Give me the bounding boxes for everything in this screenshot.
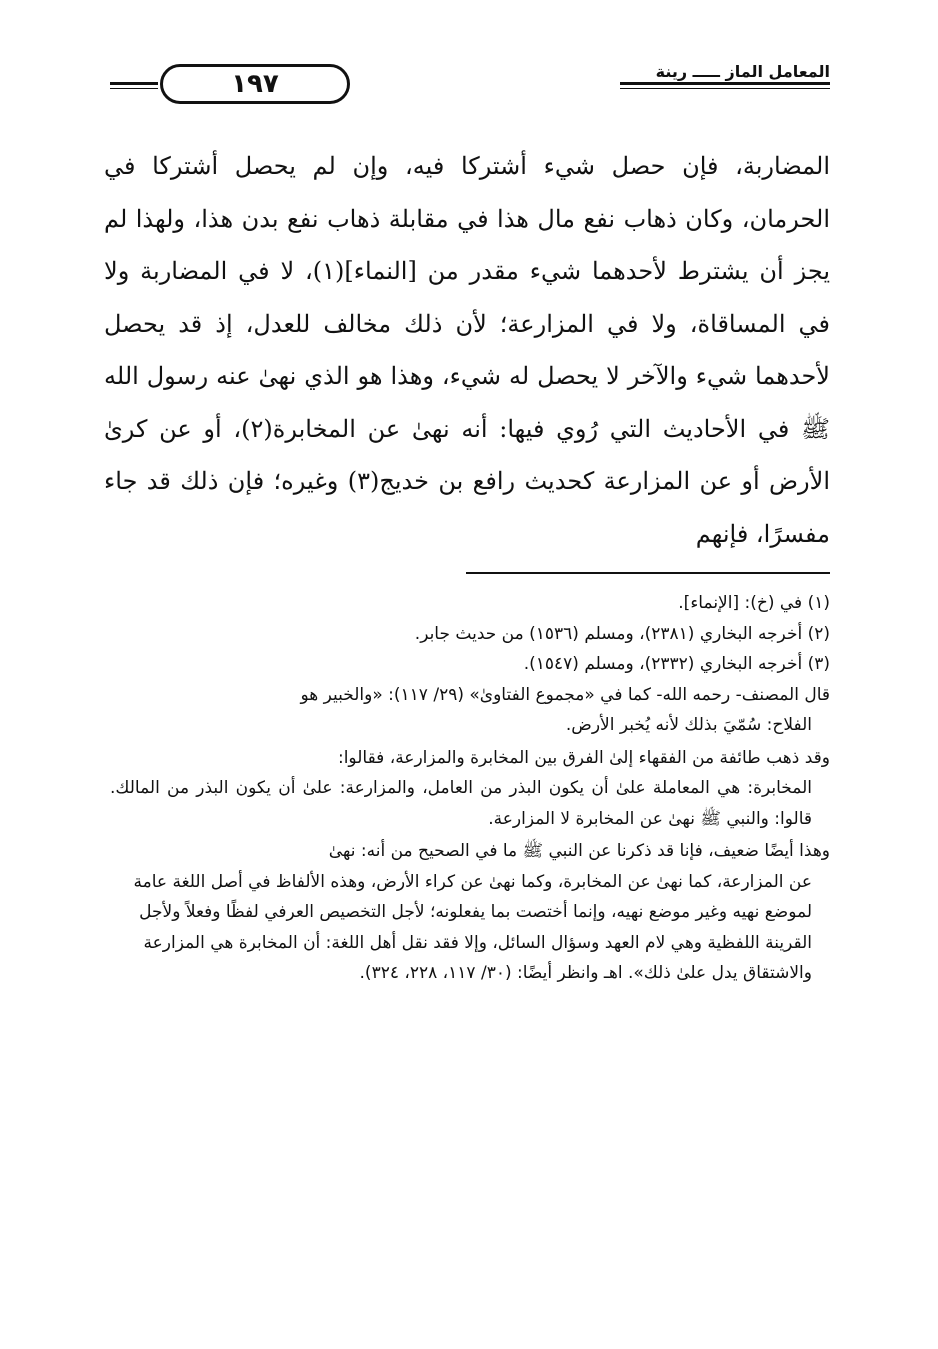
commentary-block-1: [110, 680, 830, 741]
header-rule-right: [620, 82, 830, 85]
main-text: [104, 140, 830, 560]
footnote-3: (٣) أخرجه البخاري (٢٣٣٢)، ومسلم (١٥٤٧).: [523, 654, 830, 674]
commentary-3-line: وهذا أيضًا ضعيف، فإنا قد ذكرنا عن النبي ﷺ ما في الصحيح من أنه: نهىٰ: [328, 841, 830, 861]
commentary-2-line: وقد ذهب طائفة من الفقهاء إلىٰ الفرق بين المخابرة والمزارعة، فقالوا:: [337, 747, 830, 768]
footnotes: [110, 588, 830, 991]
footnote-separator: [466, 572, 830, 574]
commentary-1-continuation: الفلاح: سُمّيَ بذلك لأنه يُخبر الأرض.: [565, 715, 812, 735]
commentary-block-3: [110, 836, 830, 989]
footnote-2: (٢) أخرجه البخاري (٢٣٨١)، ومسلم (١٥٣٦) من حديث جابر.: [414, 623, 830, 644]
running-title: المعامل الماز ـــــ رينة: [655, 62, 830, 81]
main-paragraph: المضاربة، فإن حصل شيء أشتركا فيه، وإن لم يحصل أشتركا في الحرمان، وكان ذهاب نفع مال هذا في مقابلة ذهاب نفع بدن هذا، ولهذا لم يجز أن يشترط لأحدهما شيء مقدر من [النماء](١)، لا في المضاربة ولا في المساقاة، ولا في المزارعة؛ لأن ذلك مخالف للعدل، إذ قد يحصل لأحدهما شيء والآخر لا يحصل له شيء، وهذا هو الذي نهىٰ عنه رسول الله ﷺ في الأحاديث التي رُوي فيها: أنه نهىٰ عن المخابرة(٢)، أو عن كرىٰ الأرض أو عن المزارعة كحديث رافع بن خديج(٣) وغيره؛ فإن ذلك قد جاء مفسرًا، فإنهم: [104, 152, 831, 548]
commentary-2-continuation: المخابرة: هي المعاملة علىٰ أن يكون البذر من العامل، والمزارعة: علىٰ أن يكون البذر من المالك. قالوا: والنبي ﷺ نهىٰ عن المخابرة لا المزارعة.: [110, 778, 812, 829]
page-number: ١٩٧: [160, 64, 350, 104]
commentary-block-2: [110, 743, 830, 835]
commentary-1-line: قال المصنف- رحمه الله- كما في «مجموع الفتاوىٰ» (٢٩/ ١١٧): «والخبير هو: [300, 684, 830, 705]
header-rule-right-thin: [620, 88, 830, 89]
page-header: [110, 62, 830, 108]
commentary-3-continuation: عن المزارعة، كما نهىٰ عن المخابرة، وكما نهىٰ عن كراء الأرض، وهذه الألفاظ في أصل اللغة عامة لموضع نهيه وغير موضع نهيه، وإنما أختصت بما يفعلونه؛ لأجل التخصيص العرفي لفظًا وفعلاً ولأجل القرينة اللفظية وهي لام العهد وسؤال السائل، وإلا فقد نقل أهل اللغة: أن المخابرة هي المزارعة والاشتقاق يدل علىٰ ذلك». اهـ وانظر أيضًا: (٣٠/ ١١٧، ٢٢٨، ٣٢٤).: [133, 871, 812, 983]
header-rule-left-thin: [110, 88, 158, 89]
footnote-1: (١) في (خ): [الإنماء].: [678, 593, 830, 613]
header-rule-left: [110, 82, 158, 85]
